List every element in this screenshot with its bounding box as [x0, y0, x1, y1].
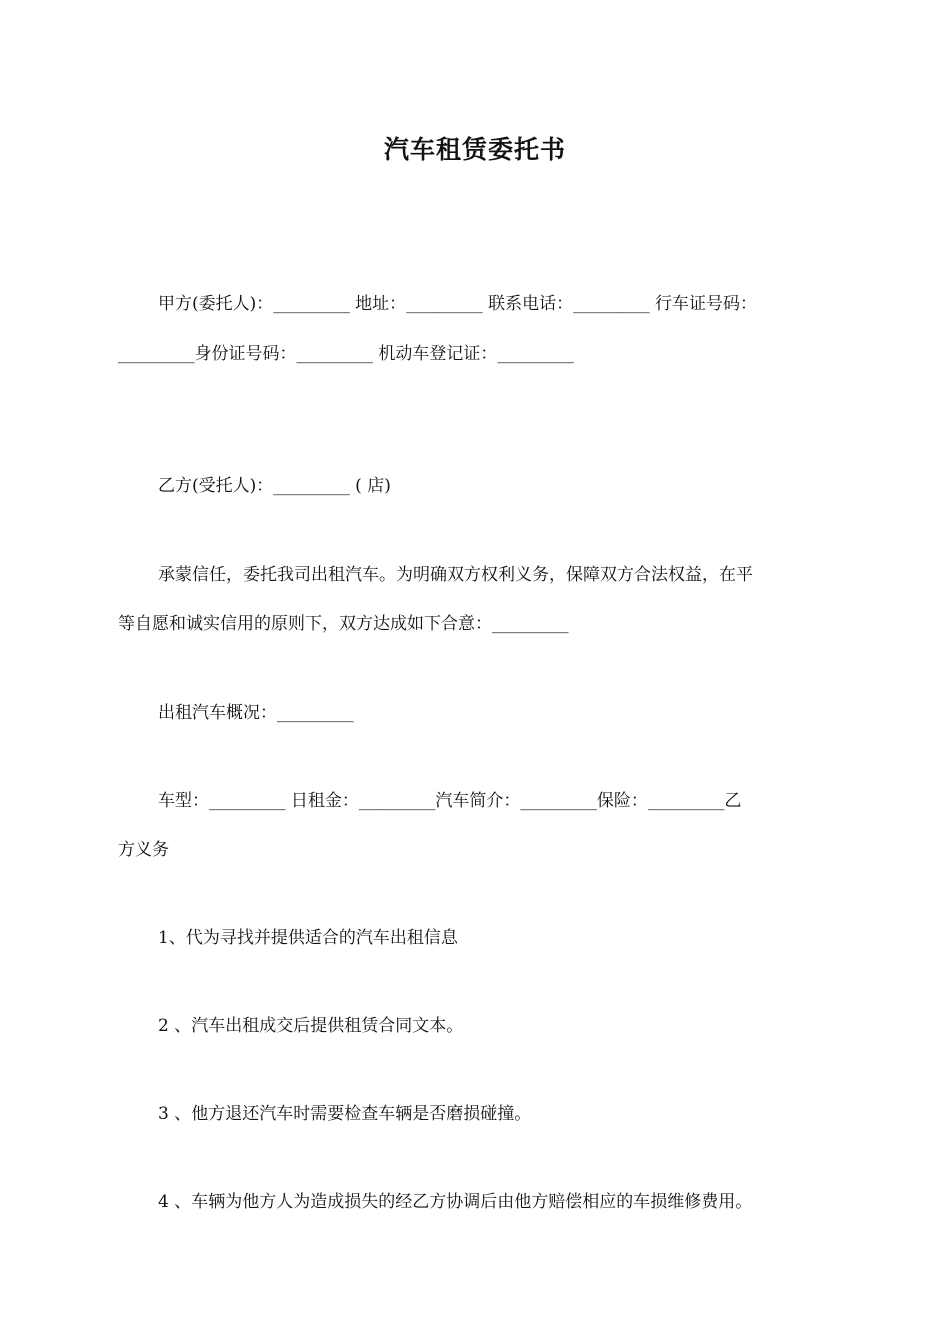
car-overview-line: 出租汽车概况：_________	[158, 703, 354, 723]
intro-line-2: 等自愿和诚实信用的原则下，双方达成如下合意：_________	[118, 614, 569, 634]
obligation-item-3: 3 、他方退还汽车时需要检查车辆是否磨损碰撞。	[158, 1104, 532, 1124]
intro-line-1: 承蒙信任，委托我司出租汽车。为明确双方权利义务，保障双方合法权益，在平	[158, 565, 753, 585]
obligation-item-4: 4 、车辆为他方人为造成损失的经乙方协调后由他方赔偿相应的车损维修费用。	[158, 1192, 753, 1212]
party-a-line-2: _________身份证号码：_________ 机动车登记证：_________	[118, 344, 574, 364]
car-details-line-1: 车型：_________ 日租金：_________汽车简介：_________保险：_________乙	[158, 791, 742, 811]
document-title: 汽车租赁委托书	[383, 135, 566, 164]
obligation-item-1: 1、代为寻找并提供适合的汽车出租信息	[158, 928, 458, 948]
party-a-line-1: 甲方(委托人)：_________ 地址：_________ 联系电话：_________ 行车证号码：	[158, 294, 757, 314]
car-details-line-2: 方义务	[118, 840, 169, 860]
obligation-item-2: 2 、汽车出租成交后提供租赁合同文本。	[158, 1016, 464, 1036]
party-b-line: 乙方(受托人)：_________ ( 店)	[158, 476, 391, 496]
